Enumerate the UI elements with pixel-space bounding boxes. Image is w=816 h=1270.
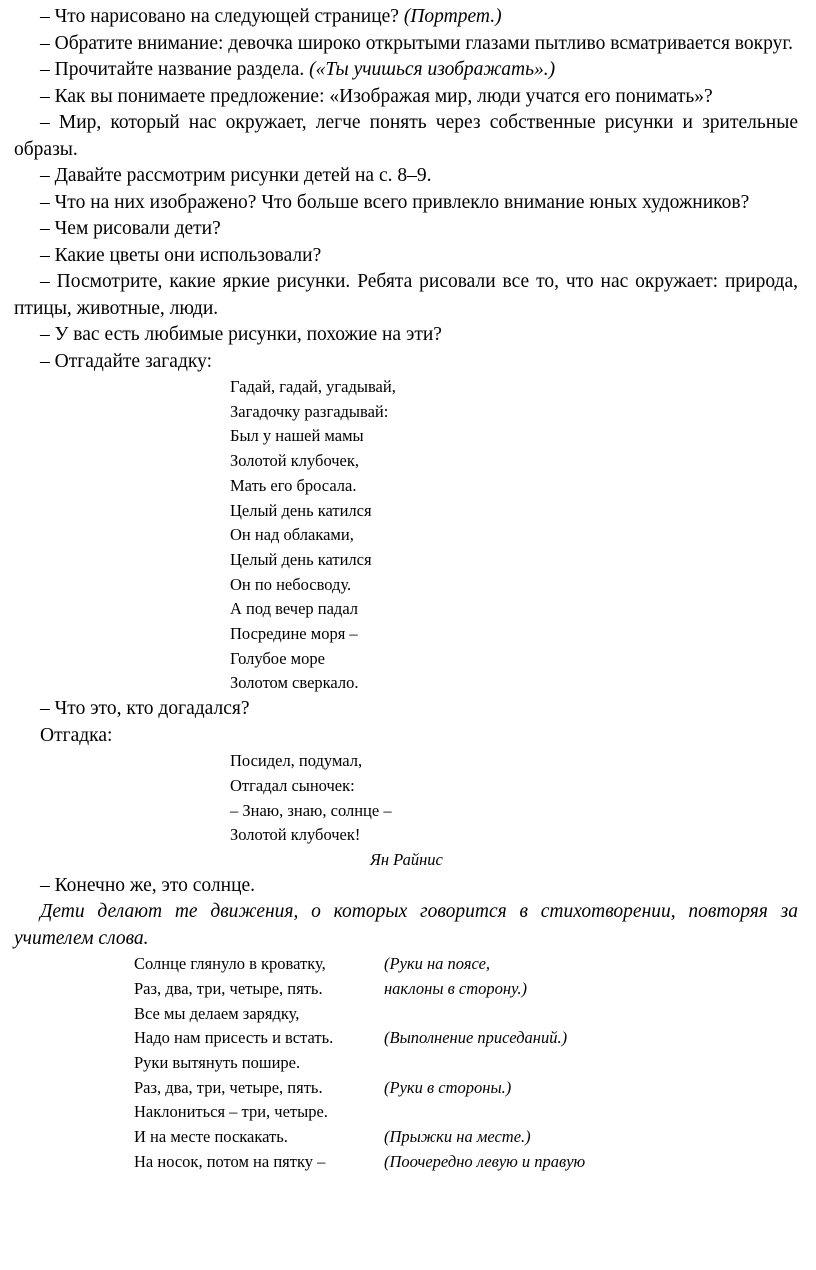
exercise-row: [134, 952, 798, 977]
paragraph-text: – У вас есть любимые рисунки, похожие на эти?: [40, 324, 442, 345]
stage-direction-text: («Ты учишься изображать».): [309, 59, 556, 80]
paragraph: [14, 31, 798, 58]
exercise-verse-text: Солнце глянуло в кроватку,: [134, 954, 326, 974]
exercise-verse-text: Надо нам присесть и встать.: [134, 1028, 334, 1048]
verse-line: Посидел, подумал,: [230, 751, 363, 771]
riddle-verse-block: [230, 375, 798, 696]
exercise-row: [134, 1002, 798, 1027]
paragraph-text: – Что на них изображено? Что больше всего привлекло внимание юных художников?: [40, 191, 750, 213]
paragraph-text: – Давайте рассмотрим рисунки детей на с. 8–9.: [40, 165, 432, 186]
exercise-row: [134, 1125, 798, 1150]
exercise-row: [134, 1100, 798, 1125]
paragraph: [14, 4, 798, 31]
paragraph: [14, 110, 798, 163]
verse-line: Он над облаками,: [230, 525, 354, 545]
paragraph-text: Отгадка:: [40, 724, 113, 746]
verse-author: Ян Райнис: [370, 849, 443, 869]
paragraph-text: – Прочитайте название раздела.: [40, 59, 310, 80]
exercise-verse-text: Раз, два, три, четыре, пять.: [134, 978, 323, 998]
exercise-verse-text: Все мы делаем зарядку,: [134, 1003, 300, 1023]
exercise-row: [134, 1026, 798, 1051]
exercise-verse-text: И на месте поскакать.: [134, 1127, 288, 1147]
exercise-row: [134, 977, 798, 1002]
verse-line: Отгадал сыночек:: [230, 775, 355, 795]
answer-verse-block: [230, 749, 798, 848]
paragraph: [14, 163, 798, 190]
verse-line: Голубое море: [230, 648, 325, 668]
exercise-verse-text: Раз, два, три, четыре, пять.: [134, 1077, 323, 1097]
verse-line: Золотом сверкало.: [230, 673, 359, 693]
verse-line: Загадочку разгадывай:: [230, 401, 389, 421]
verse-line: Мать его бросала.: [230, 475, 357, 495]
paragraph: [14, 322, 798, 349]
paragraph: [14, 57, 798, 84]
paragraph: [14, 349, 798, 376]
after-riddle-block: [14, 696, 798, 749]
verse-line: Целый день катился: [230, 500, 372, 520]
paragraph: [14, 243, 798, 270]
exercise-instruction-text: (Руки на поясе,: [384, 954, 491, 974]
paragraph-text: – Отгадайте загадку:: [40, 350, 212, 372]
verse-line: Гадай, гадай, угадывай,: [230, 377, 396, 396]
exercise-verse-text: Руки вытянуть пошире.: [134, 1052, 301, 1072]
paragraph-text: – Что нарисовано на следующей странице?: [40, 6, 404, 27]
paragraph: [14, 899, 798, 952]
paragraph: [14, 216, 798, 243]
paragraph-text: – Посмотрите, какие яркие рисунки. Ребята рисовали все то, что нас окружает: природа, птицы, животные, люди.: [14, 271, 798, 319]
exercise-block: [134, 952, 798, 1174]
verse-line: Золотой клубочек,: [230, 451, 360, 471]
stage-direction-text: Дети делают те движения, о которых говорится в стихотворении, повторяя за учителем слова.: [14, 901, 798, 949]
exercise-row: [134, 1051, 798, 1076]
verse-line: Он по небосводу.: [230, 574, 352, 594]
verse-line: А под вечер падал: [230, 599, 359, 619]
paragraph: [14, 84, 798, 111]
verse-line: Посредине моря –: [230, 624, 358, 644]
exercise-verse-text: Наклониться – три, четыре.: [134, 1102, 328, 1122]
stage-direction-text: (Портрет.): [403, 6, 502, 27]
paragraph: [14, 723, 798, 750]
exercise-row: [134, 1150, 798, 1175]
paragraph-text: – Мир, который нас окружает, легче понять через собственные рисунки и зрительные образы.: [14, 112, 798, 160]
verse-line: Целый день катился: [230, 549, 372, 569]
dialogue-block: [14, 4, 798, 375]
exercise-instruction-text: наклоны в сторону.): [384, 978, 527, 998]
paragraph-text: – Что это, кто догадался?: [40, 698, 250, 720]
paragraph-text: – Обратите внимание: девочка широко открытыми глазами пытливо всматривается вокруг.: [40, 32, 794, 54]
paragraph: [14, 873, 798, 900]
paragraph: [14, 269, 798, 322]
exercise-instruction-text: (Руки в стороны.): [384, 1077, 512, 1097]
exercise-instruction-text: (Поочередно левую и правую: [384, 1151, 586, 1171]
verse-line: Золотой клубочек!: [230, 825, 361, 845]
paragraph: [14, 696, 798, 723]
exercise-instruction-text: (Выполнение приседаний.): [384, 1028, 568, 1048]
verse-line: – Знаю, знаю, солнце –: [230, 800, 392, 820]
exercise-instruction-text: (Прыжки на месте.): [384, 1127, 531, 1147]
paragraph-text: – Как вы понимаете предложение: «Изображая мир, люди учатся его понимать»?: [40, 85, 713, 107]
closing-block: [14, 873, 798, 953]
exercise-row: [134, 1076, 798, 1101]
paragraph-text: – Чем рисовали дети?: [40, 218, 221, 239]
exercise-verse-text: На носок, потом на пятку –: [134, 1151, 326, 1171]
paragraph: [14, 190, 798, 217]
verse-line: Был у нашей мамы: [230, 426, 364, 446]
paragraph-text: – Какие цветы они использовали?: [40, 244, 322, 266]
paragraph-text: – Конечно же, это солнце.: [40, 874, 256, 896]
